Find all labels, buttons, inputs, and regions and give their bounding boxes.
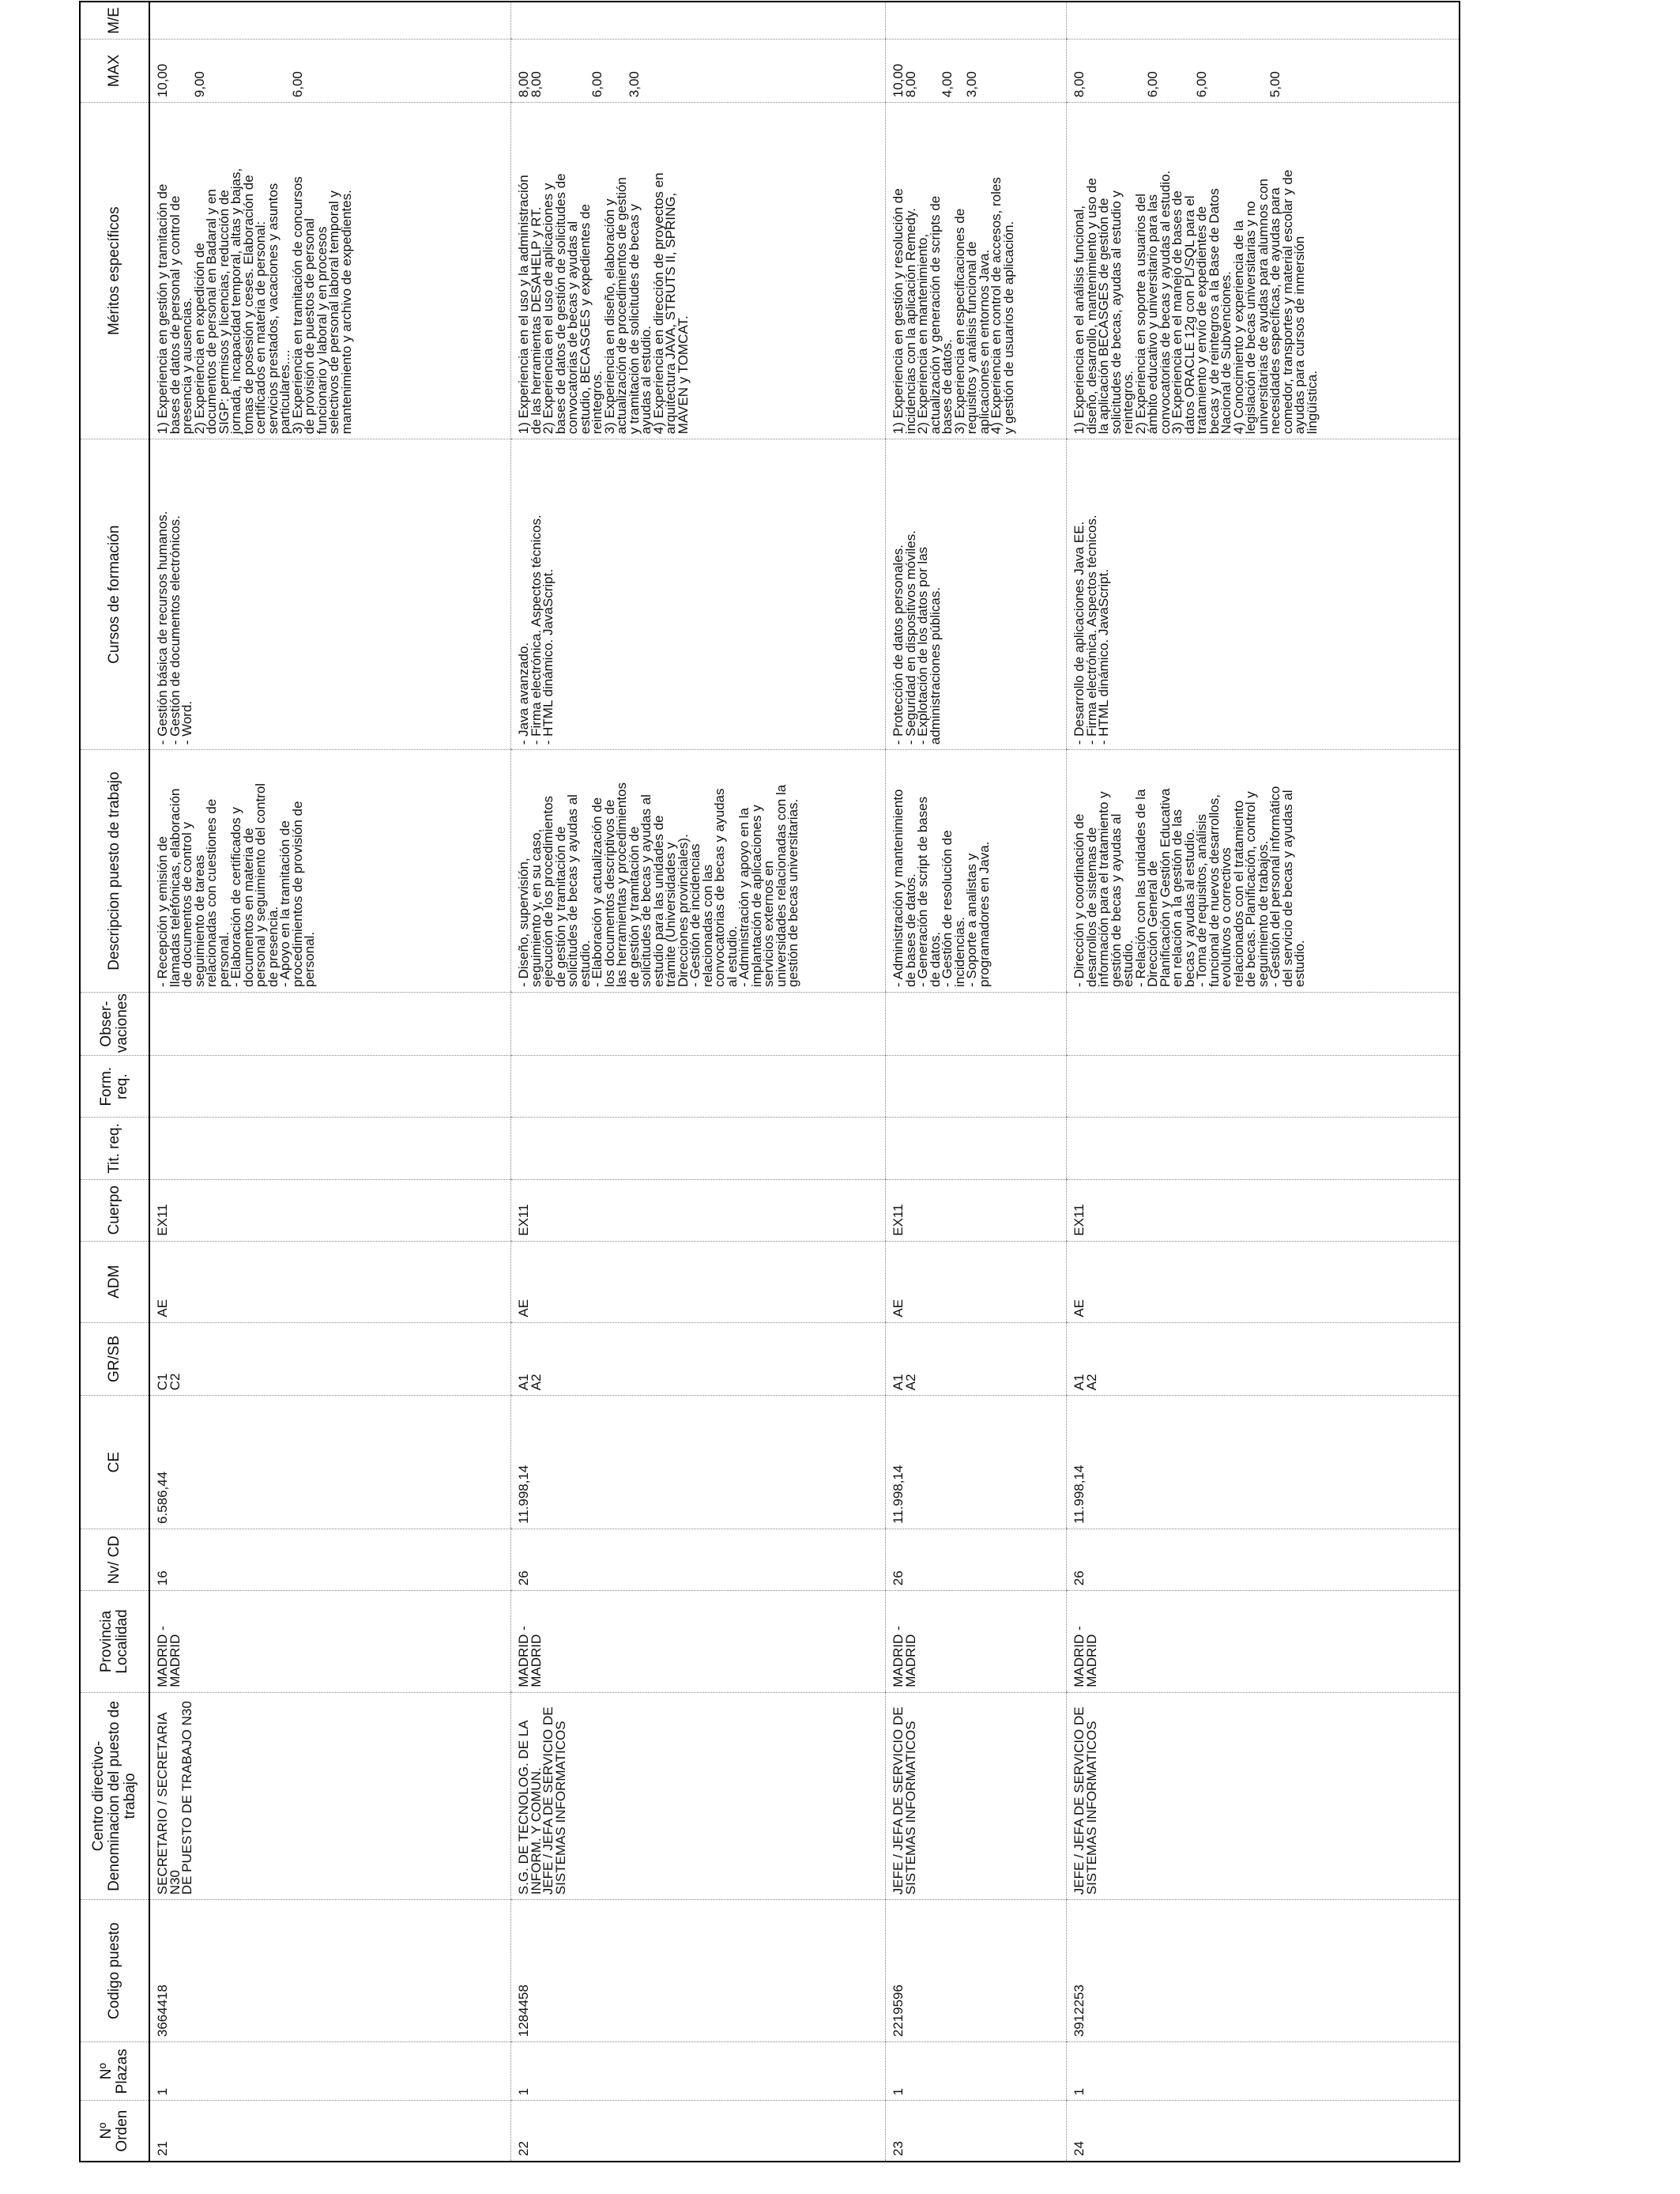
cell-descripcion: - Dirección y coordinación de desarrollos de sistemas de información para el tratamiento y gestión de becas y ayudas al estudio. - Relación con las unidades de la Dirección General de Planificación y Gestión Educativa en relación a la gestión de las becas y ayudas al estudio. - Toma de requisitos, análisis funcional de nuevos desarrollos, evolutivos o correctivos relacionados con el tratamiento de becas. Planificación, control y seguimiento de trabajos. - Gestión del personal informático del servicio de becas y ayudas al estudio. (1067, 750, 1460, 993)
header-cursos: Cursos de formación (80, 439, 149, 750)
cell-plazas: 1 (511, 2042, 886, 2101)
cell-max (1067, 39, 1460, 102)
cell-orden: 24 (1067, 2101, 1460, 2162)
cell-adm: AE (149, 1241, 511, 1322)
max-score (1233, 44, 1245, 97)
cell-denominacion: SECRETARIO / SECRETARIA N30 DE PUESTO DE TRABAJO N30 (149, 1692, 511, 1899)
cell-me (511, 2, 886, 39)
cell-nivel: 26 (511, 1529, 886, 1590)
cell-formacion (886, 1056, 1067, 1118)
table-row (886, 2, 1067, 2162)
max-score: 6,00 (1194, 71, 1209, 98)
max-score: 8,00 (516, 71, 531, 98)
header-formacion: Form. req. (80, 1056, 149, 1118)
max-score (169, 44, 182, 97)
max-score: 6,00 (590, 71, 605, 98)
cell-observaciones (886, 992, 1067, 1055)
cell-formacion (511, 1056, 886, 1118)
cell-codigo: 1284458 (511, 1900, 886, 2042)
cell-titulacion (511, 1118, 886, 1179)
cell-adm: AE (886, 1241, 1067, 1322)
header-cuerpo: Cuerpo (80, 1179, 149, 1241)
cell-provincia: MADRID - MADRID (149, 1591, 511, 1693)
max-score (243, 44, 255, 97)
cell-max (511, 39, 886, 102)
header-nivel: Nv/ CD (80, 1529, 149, 1590)
max-score: 8,00 (528, 71, 544, 98)
cell-cuerpo: EX11 (149, 1179, 511, 1241)
max-score: 3,00 (626, 71, 642, 98)
header-observaciones: Obser- vaciones (80, 992, 149, 1055)
cell-cursos: - Gestión básica de recursos humanos. - Gestión de documentos electrónicos. - Word. (149, 439, 511, 750)
max-score (254, 44, 267, 97)
max-score (604, 44, 616, 97)
cell-codigo: 3912253 (1067, 1900, 1460, 2042)
max-score (218, 44, 231, 97)
cell-codigo: 2219596 (886, 1900, 1067, 2042)
cell-provincia: MADRID - MADRID (1067, 1591, 1460, 1693)
max-score (1110, 44, 1123, 97)
cell-denominacion: S.G. DE TECNOLOG. DE LA INFORM. Y COMUN. JEFE / JEFA DE SERVICIO DE SISTEMAS INFORMATICOS (511, 1692, 886, 1899)
max-score (1098, 44, 1110, 97)
header-descripcion: Descripcion puesto de trabajo (80, 750, 149, 993)
cell-nivel: 26 (1067, 1529, 1460, 1590)
cell-cuerpo: EX11 (1067, 1179, 1460, 1241)
cell-formacion (149, 1056, 511, 1118)
header-me: M/E (80, 2, 149, 39)
header-meritos: Méritos específicos (80, 103, 149, 439)
table-row (149, 2, 511, 2162)
cell-titulacion (886, 1118, 1067, 1179)
cell-max (886, 39, 1067, 102)
max-score: 10,00 (891, 63, 906, 98)
cell-plazas: 1 (886, 2042, 1067, 2101)
cell-observaciones (149, 992, 511, 1055)
max-score (267, 44, 280, 97)
cell-provincia: MADRID - MADRID (886, 1591, 1067, 1693)
max-score (1122, 44, 1135, 97)
job-positions-table (79, 1, 1460, 2162)
max-score (555, 44, 567, 97)
cell-grupo: C1 C2 (149, 1322, 511, 1396)
cell-plazas: 1 (1067, 2042, 1460, 2101)
max-score (205, 44, 218, 97)
cell-ce: 11.998,14 (511, 1396, 886, 1529)
max-score: 3,00 (964, 71, 979, 98)
header-ce: CE (80, 1396, 149, 1529)
max-score (542, 44, 555, 97)
cell-orden: 23 (886, 2101, 1067, 2162)
cell-cursos: - Protección de datos personales. - Seguridad en dispositivos móviles. - Explotación de los datos por las administraciones públicas. (886, 439, 1067, 750)
header-max: MAX (80, 39, 149, 102)
cell-ce: 11.998,14 (886, 1396, 1067, 1529)
max-score (567, 44, 579, 97)
cell-adm: AE (1067, 1241, 1460, 1322)
cell-cursos: - Desarrollo de aplicaciones Java EE. - Firma electrónica. Aspectos técnicos. - HTML dinámico. JavaScript. (1067, 439, 1460, 750)
max-score (1208, 44, 1221, 97)
cell-grupo: A1 A2 (886, 1322, 1067, 1396)
header-orden: Nº Orden (80, 2101, 149, 2162)
max-score (917, 44, 929, 97)
cell-max (149, 39, 511, 102)
cell-adm: AE (511, 1241, 886, 1322)
cell-observaciones (511, 992, 886, 1055)
header-codigo: Codigo puesto (80, 1900, 149, 2042)
cell-me (1067, 2, 1460, 39)
table-row (1067, 2, 1460, 2162)
cell-me (149, 2, 511, 39)
max-score: 5,00 (1268, 71, 1283, 98)
cell-grupo: A1 A2 (1067, 1322, 1460, 1396)
max-score (1245, 44, 1257, 97)
cell-orden: 22 (511, 2101, 886, 2162)
cell-ce: 11.998,14 (1067, 1396, 1460, 1529)
header-grupo: GR/SB (80, 1322, 149, 1396)
cell-formacion (1067, 1056, 1460, 1118)
cell-codigo: 3664418 (149, 1900, 511, 2042)
cell-cuerpo: EX11 (886, 1179, 1067, 1241)
max-score: 9,00 (191, 71, 207, 98)
cell-cursos: - Java avanzado. - Firma electrónica. Aspectos técnicos. - HTML dinámico. JavaScript. (511, 439, 886, 750)
cell-ce: 6.586,44 (149, 1396, 511, 1529)
cell-meritos: 1) Experiencia en el análisis funcional, diseño, desarrollo, mantenimiento y uso de la aplicación BECASGES de gestión de solicitudes de becas, ayudas al estudio y reintegros. 2) Experiencia en soporte a usuarios del ámbito educativo y universitario para las convocatorias de becas y ayudas al estudio. 3) Experiencia en el manejo de bases de datos ORACLE 12g con PL/SQL para el tratamiento y envío de expedientes de becas y de reintegros a la Base de Datos Nacional de Subvenciones. 4) Conocimiento y experiencia de la legislación de becas universitarias y no universitarias de ayudas para alumnos con necesidades específicas, de ayudas para comedor, transportes y material escolar y de ayudas para cursos de inmersión lingüística. (1067, 103, 1460, 439)
max-score: 6,00 (289, 71, 305, 98)
cell-titulacion (149, 1118, 511, 1179)
max-score: 6,00 (1145, 71, 1160, 98)
cell-me (886, 2, 1067, 39)
cell-denominacion: JEFE / JEFA DE SERVICIO DE SISTEMAS INFORMATICOS (886, 1692, 1067, 1899)
cell-nivel: 16 (149, 1529, 511, 1590)
max-score: 4,00 (940, 71, 955, 98)
header-plazas: Nº Plazas (80, 2042, 149, 2101)
max-score (1220, 44, 1233, 97)
max-score (1171, 44, 1184, 97)
max-score (1159, 44, 1172, 97)
cell-provincia: MADRID - MADRID (511, 1591, 886, 1693)
cell-orden: 21 (149, 2101, 511, 2162)
cell-descripcion: - Diseño, supervisión, seguimiento y, en su caso, ejecución de los procedimientos de gestión y tramitación de solicitudes de becas y ayudas al estudio. - Elaboración y actualización de los documentos descriptivos de las herramientas y procedimientos de gestión y tramitación de solicitudes de becas y ayudas al estudio para las unidades de trámite (Universidades y Direcciones provinciales). - Gestión de incidencias relacionadas con las convocatorias de becas y ayudas al estudio. - Administración y apoyo en la implantación de aplicaciones y servicios externos en universidades relacionadas con la gestión de becas universitarias. (511, 750, 886, 993)
header-titulacion: Tit. req. (80, 1118, 149, 1179)
max-score (1086, 44, 1098, 97)
table-row (511, 2, 886, 2162)
cell-nivel: 26 (886, 1529, 1067, 1590)
cell-meritos: 1) Experiencia en gestión y resolución de incidencias con la aplicación Remedy. 2) Experiencia en mantenimiento, actualización y generación de scripts de bases de datos. 3) Experiencia en especificaciones de requisitos y análisis funcional de aplicaciones en entornos Java. 4) Experiencia en control de accesos, roles y gestión de usuarios de aplicación. (886, 103, 1067, 439)
cell-observaciones (1067, 992, 1460, 1055)
max-score: 8,00 (902, 71, 918, 98)
cell-cuerpo: EX11 (511, 1179, 886, 1241)
header-adm: ADM (80, 1241, 149, 1322)
cell-denominacion: JEFE / JEFA DE SERVICIO DE SISTEMAS INFORMATICOS (1067, 1692, 1460, 1899)
header-row (80, 2, 149, 2162)
cell-descripcion: - Recepción y emisión de llamadas telefónicas, elaboración de documentos de control y seguimiento de tareas relacionadas con cuestiones de personal. - Elaboración de certificados y documentos en materia de personal y seguimiento del control de presencia. - Apoyo en la tramitación de procedimientos de provisión de personal. (149, 750, 511, 993)
header-denominacion: Centro directivo- Denominacion del puesto de trabajo (80, 1692, 149, 1899)
cell-meritos: 1) Experiencia en gestión y tramitación de bases de datos de personal y control de presencia y ausencias. 2) Experiencia en expedición de documentos de personal en Badaral y en SIGP: permisos y licencias, reducción de jornada, incapacidad temporal, altas y bajas, tomas de posesión y ceses. Elaboración de certificados en materia de personal: servicios prestados, vacaciones y asuntos particulares.... 3) Experiencia en tramitación de concursos de provisión de puestos de personal funcionario y laboral y en procesos selectivos de personal laboral temporal y mantenimiento y archivo de expedientes. (149, 103, 511, 439)
header-provincia: Provincia Localidad (80, 1591, 149, 1693)
max-score: 8,00 (1072, 71, 1087, 98)
max-score (230, 44, 243, 97)
cell-titulacion (1067, 1118, 1460, 1179)
cell-plazas: 1 (149, 2042, 511, 2101)
max-score: 10,00 (155, 63, 170, 98)
cell-descripcion: - Administración y mantenimiento de bases de datos. - Generación de script de bases de datos. - Gestión de resolución de incidencias. - Soporte a analistas y programadores en Java. (886, 750, 1067, 993)
cell-meritos: 1) Experiencia en el uso y la administración de las herramientas DESAHELP y RT. 2) Experiencia en el uso de aplicaciones y bases de datos de gestión de solicitudes de convocatorias de becas y ayudas al estudio, BECASGES y expedientes de reintegros. 3) Experiencia en diseño, elaboración y actualización de procedimientos de gestión y tramitación de solicitudes de becas y ayudas al estudio. 4) Experiencia en dirección de proyectos en arquitectura JAVA, STRUTS II, SPRING, MAVEN y TOMCAT. (511, 103, 886, 439)
cell-grupo: A1 A2 (511, 1322, 886, 1396)
